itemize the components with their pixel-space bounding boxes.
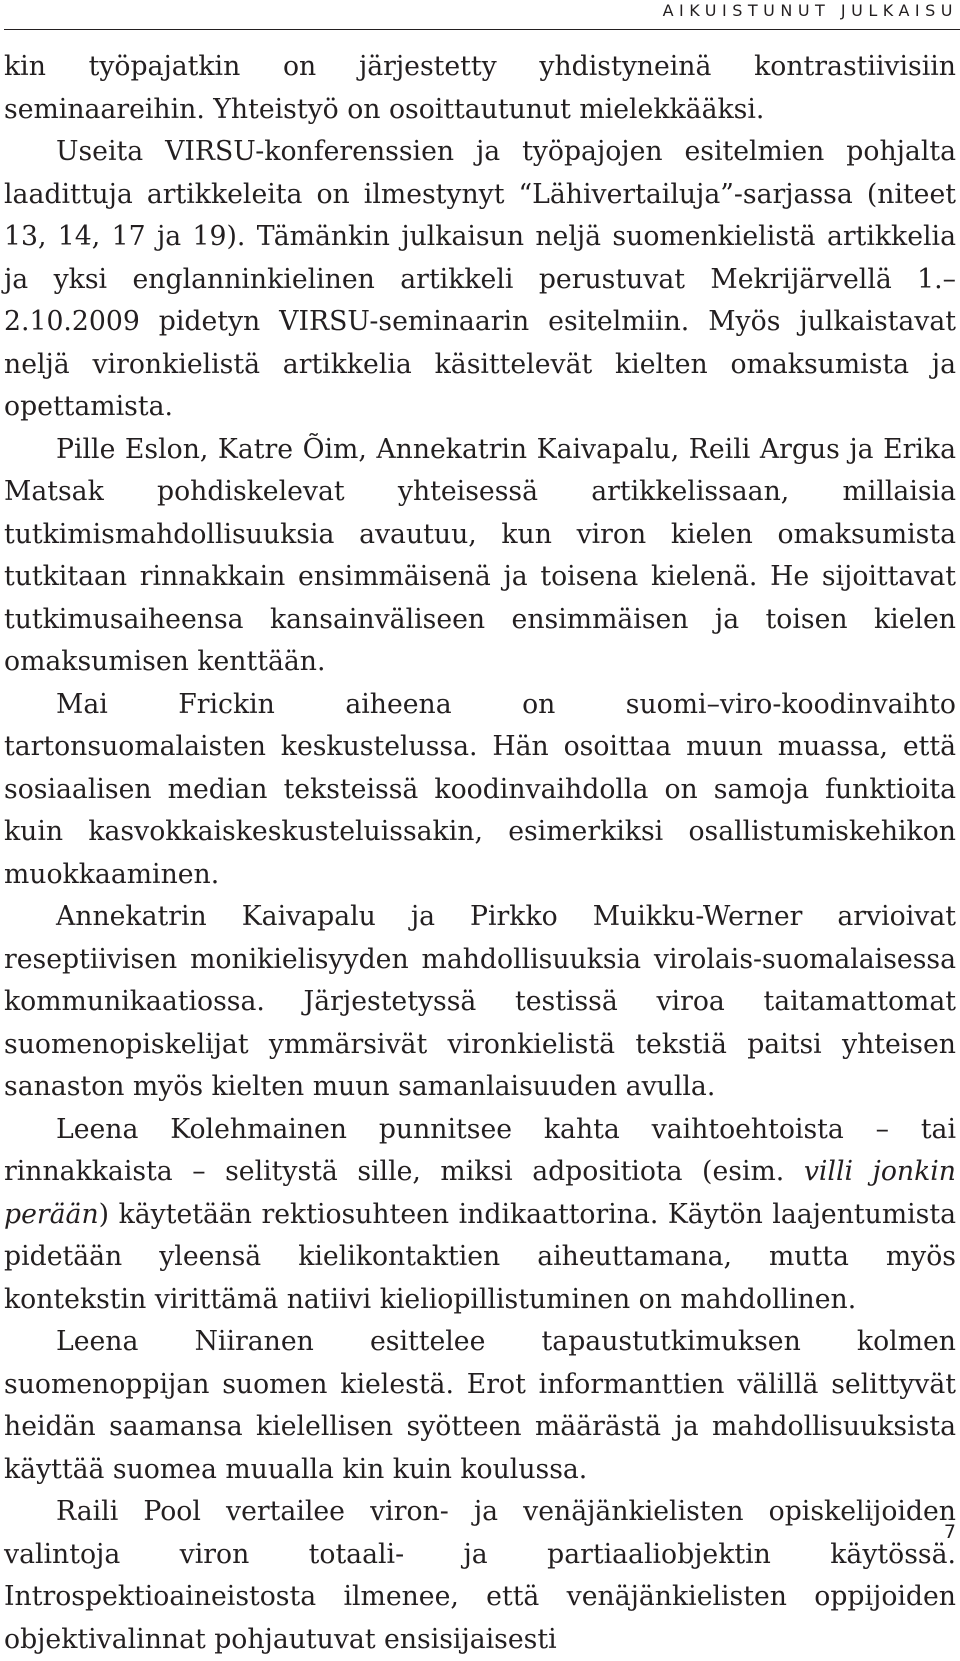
paragraph: Useita VIRSU-konferenssien ja työpajojen esitelmien pohjalta laadittuja artikkeleita on ilmestynyt “Lähivertailuja”-sarjassa (niteet 13, 14, 17 ja 19). Tämänkin julkaisun neljä suomenkielistä artikkelia ja yksi englanninkielinen artikkeli perustuvat Mekrijärvellä 1.–2.10.2009 pidetyn VIRSU-seminaarin esitelmiin. Myös julkaistavat neljä vironkielistä artikkelia käsittelevät kielten omaksumista ja opettamista. <box>4 136 956 422</box>
italic-example: villi jonkin perään <box>4 1156 956 1230</box>
paragraph: Mai Frickin aiheena on suomi–viro-koodinvaihto tartonsuomalaisten keskustelussa. Hän osoittaa muun muassa, että sosiaalisen median teksteissä koodinvaihdolla on samoja funktioita kuin kasvokkaiskeskusteluissakin, esimerkiksi osallistumiskehikon muokkaaminen. <box>4 688 956 890</box>
paragraph-text: Leena Kolehmainen punnitsee kahta vaihtoehtoista – tai rinnakkaista – selitystä sille, miksi adpositiota (esim. <box>4 1113 956 1187</box>
running-header: AIKUISTUNUT JULKAISU <box>662 1 958 20</box>
paragraph: Pille Eslon, Katre Õim, Annekatrin Kaivapalu, Reili Argus ja Erika Matsak pohdiskelevat yhteisessä artikkelissaan, millaisia tutkimismahdollisuuksia avautuu, kun viron kielen omaksumista tutkitaan rinnakkain ensimmäisenä ja toisena kielenä. He sijoittavat tutkimusaiheensa kansainväliseen ensimmäisen ja toisen kielen omaksumisen kenttään. <box>4 433 956 677</box>
page-number: 7 <box>943 1521 956 1543</box>
body-text <box>4 46 956 1661</box>
paragraph: Leena Niiranen esittelee tapaustutkimuksen kolmen suomenoppijan suomen kielestä. Erot informanttien välillä selittyvät heidän saamansa kielellisen syötteen määrästä ja mahdollisuuksista käyttää suomea muualla kin kuin koulussa. <box>4 1326 956 1485</box>
header-rule <box>4 29 960 30</box>
paragraph: Annekatrin Kaivapalu ja Pirkko Muikku-Werner arvioivat reseptiivisen monikielisyyden mahdollisuuksia virolais-suomalaisessa kommunikaatiossa. Järjestetyssä testissä viroa taitamattomat suomenopiskelijat ymmärsivät vironkielistä tekstiä paitsi yhteisen sanaston myös kielten muun samanlaisuuden avulla. <box>4 901 956 1102</box>
paragraph-text: ) käytetään rektiosuhteen indikaattorina. Käytön laajentumista pidetään yleensä kielikontaktien aiheuttamana, mutta myös kontekstin virittämä natiivi kieliopillistuminen on mahdollinen. <box>4 1198 956 1315</box>
paragraph <box>4 1109 956 1322</box>
paragraph: Raili Pool vertailee viron- ja venäjänkielisten opiskelijoiden valintoja viron totaali- ja partiaaliobjektin käytössä. Introspektioaineistosta ilmenee, että venäjänkielisten oppijoiden objektivalinnat pohjautuvat ensisijaisesti <box>4 1496 956 1655</box>
paragraph: kin työpajatkin on järjestetty yhdistyneinä kontrastiivisiin seminaareihin. Yhteistyö on osoittautunut mielekkääksi. <box>4 51 956 125</box>
